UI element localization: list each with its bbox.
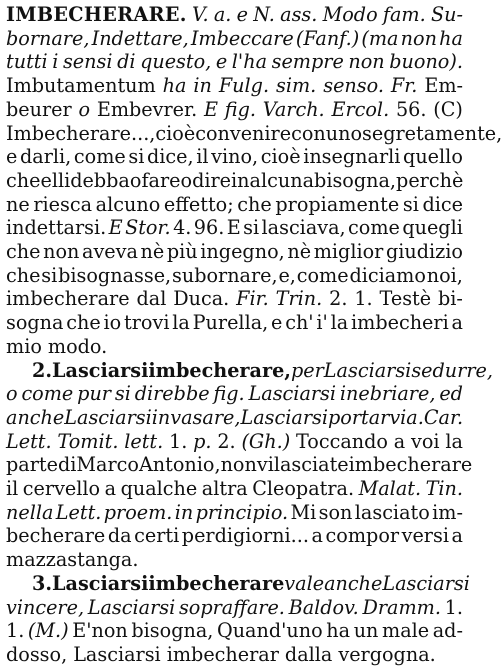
word: di [117,50,136,74]
word: imbecherare [348,453,473,477]
word: a [104,477,117,500]
word: che [6,240,41,263]
word: come [296,263,349,287]
word: vino, [211,145,259,169]
word: dalla [284,642,333,666]
text-line [6,240,463,264]
word: che [6,263,41,287]
word: Fir. [236,287,269,311]
word: Modo [322,3,378,26]
word: im- [432,500,463,524]
word: Trin. [275,287,323,311]
word: fare [141,168,181,192]
word: alcuna [249,168,315,192]
word: invasare, [151,405,241,429]
word: la [172,311,190,335]
word: nè [287,240,312,263]
word: modo. [47,334,108,358]
word: lasciava, [261,216,346,240]
word: 4. [173,216,192,240]
word: lasciate [273,453,349,477]
word: diciamo [349,263,426,287]
word: pur [77,382,111,406]
word: il [196,145,209,169]
word: come [73,145,126,169]
word: o [78,97,91,121]
word: ha [162,74,187,98]
word: Fr. [390,74,418,98]
word: per [290,358,324,382]
word: cioè [155,121,196,145]
word: Antonio, [138,453,221,477]
word: Lasciarsi [52,571,149,595]
word: non [43,240,80,263]
word: mazzastanga. [6,548,139,572]
word: perchè [396,168,464,192]
word: certi [134,524,180,548]
word: vergogna. [338,642,436,666]
word: debba [70,168,130,192]
word: sedurre, [411,358,493,382]
word: i [52,50,59,74]
word: sempre [271,50,344,74]
word: 56. [395,97,427,121]
word: anche [324,571,383,595]
word: a [451,524,463,548]
word: anche [6,405,65,429]
word: tutti [6,50,48,74]
word: perdigiorni... [181,524,309,548]
word: bisognasse, [58,263,172,287]
word: dosso, [6,642,68,666]
word: in [231,168,250,192]
word: ch' [285,311,314,335]
text-line [6,596,463,620]
word: compor [325,524,400,548]
word: 3. [32,571,53,595]
word: sogna [6,311,64,335]
word: cioè [260,145,301,169]
text-line [6,477,463,501]
word: Ercol. [331,97,390,121]
word: proem. [103,500,173,524]
text-line [6,287,463,311]
word: Fulg. [218,74,270,98]
word: Lasciarsi [382,571,470,595]
word: ingegno, [200,240,285,263]
word: questo, [140,50,212,74]
word: o [6,382,18,406]
word: la [330,311,349,335]
word: non [348,50,385,74]
word: i' [316,311,328,335]
word: versi [401,524,449,548]
word: beurer [6,97,72,121]
text-line [6,193,463,217]
text-line [6,311,463,335]
word: V. [192,3,209,26]
word: Imbeccare [190,26,294,50]
word: riesca [33,192,93,216]
word: ed [439,382,463,406]
word: il [6,477,19,500]
text-line [6,548,463,572]
word: io [103,311,122,335]
word: vincere, [6,595,85,619]
text-line [6,216,463,240]
text-line [6,335,463,359]
word: e [271,311,283,335]
word: lasciato [354,500,430,524]
word: ne [6,192,30,216]
word: a [393,429,406,453]
word: Quand'uno [216,619,323,643]
word: direbbe [134,382,210,406]
word: altra [201,477,248,500]
word: non [220,453,257,477]
word: qualche [120,477,198,500]
word: Em- [424,74,463,98]
word: N. [253,3,275,26]
word: imbecherare [6,287,130,311]
word: e [236,3,248,26]
text-line [6,169,463,193]
word: 1. [169,429,188,453]
word: male [382,619,430,643]
word: aveva [82,240,138,263]
word: a [311,524,323,548]
word: quegli [402,216,463,240]
text-line [6,406,463,430]
word: Lasciarsi [64,405,152,429]
word: E'non [72,619,128,643]
word: si [402,192,419,216]
word: elli [40,168,71,192]
word: becherare [6,524,106,548]
word: inebriare, [339,382,436,406]
word: Su- [430,3,463,26]
word: sensi [62,50,113,74]
word: Varch. [262,97,325,121]
word: sopraffare. [178,595,285,619]
word: bornare, [6,26,90,50]
word: o [129,168,142,192]
word: subornare, [171,263,278,287]
text-line [6,524,463,548]
word: (M.) [27,619,69,643]
word: più [166,240,198,263]
word: uno [325,121,363,145]
word: si [243,216,260,240]
word: propiamente [275,192,400,216]
word: si [41,263,58,287]
word: effetto; [163,192,234,216]
word: trovi [124,311,170,335]
word: giudizio [385,240,463,263]
word: voi [411,429,440,453]
word: Cleopatra. [252,477,355,500]
word: 2. [329,287,348,311]
word: vale [284,571,325,595]
word: senso. [323,74,384,98]
word: alcuno [95,192,161,216]
word: buono). [389,50,463,74]
text-line [6,619,463,643]
word: darli, [19,145,72,169]
word: Baldov. [288,595,359,619]
text-line [6,643,463,667]
word: a. [213,3,232,26]
word: da [107,524,132,548]
word: imbecheri [350,311,449,335]
word: vi [256,453,274,477]
word: e, [278,263,296,287]
text-line [6,27,463,51]
text-line [6,121,502,146]
word: fig. [213,382,245,406]
word: si [128,145,145,169]
word: Lasciarsi [323,358,412,382]
text-line [6,50,463,74]
word: fig. [224,97,256,121]
word: Lasciarsi [73,642,161,666]
word: imbecherar [166,642,279,666]
word: un [353,619,379,643]
word: parte [6,453,58,477]
text-line [6,501,463,525]
word: bisogna, [314,168,397,192]
text-line [6,453,473,477]
word: E [108,216,123,240]
word: p. [193,429,212,453]
word: convenire [195,121,292,145]
word: che [6,168,41,192]
word: portar [327,405,390,429]
word: (Gh.) [241,429,291,453]
word: ad- [432,619,463,643]
word: Purella, [192,311,269,335]
word: segretamente, [362,121,502,145]
word: Lasciarsi [240,405,328,429]
word: e [215,50,228,74]
word: Stor. [125,216,171,240]
word: come [348,216,400,240]
word: l'ha [231,50,268,74]
word: dal [136,287,167,311]
word: Tin. [425,477,463,500]
word: Duca. [173,287,230,311]
word: ha [326,619,351,643]
text-line [32,358,493,383]
word: 96. [193,216,225,240]
word: principio. [195,500,289,524]
word: Tomit. [57,429,119,453]
word: miglior [313,240,384,263]
word: 1. [354,287,373,311]
word: a [451,311,463,335]
word: Malat. [358,477,422,500]
word: (ma [361,26,399,50]
word: noi, [426,263,463,287]
word: Lett. [55,500,102,524]
word: Dramm. [362,595,441,619]
word: E [203,97,218,121]
word: Lasciarsi [248,382,337,406]
word: 1. [444,595,463,619]
text-line [6,264,463,288]
word: E [226,216,241,240]
word: dice [422,192,463,216]
text-line [6,382,463,406]
word: quello [403,145,463,169]
word: in [193,74,212,98]
word: o [180,168,193,192]
word: nè [140,240,165,263]
word: dire [192,168,232,192]
word: con [291,121,326,145]
word: non [400,26,437,50]
word: imbecherare, [148,358,291,382]
text-line [32,571,470,596]
word: nella [6,500,54,524]
word: cervello [22,477,101,500]
word: 1. [6,619,25,643]
word: Embevrer. [96,97,198,121]
word: Imbecherare..., [6,121,156,145]
word: son [318,500,353,524]
word: (C) [433,97,463,121]
word: in [174,500,194,524]
word: mio [6,334,42,358]
word: che [237,192,272,216]
word: Lasciarsi [52,358,149,382]
word: Toccando [296,429,388,453]
word: ass. [280,3,318,26]
word: IMBECHERARE. [6,3,187,26]
word: Car. [423,405,464,429]
word: Testè [379,287,432,311]
word: dice, [146,145,194,169]
word: (Fanf.) [295,26,360,50]
word: bisogna, [131,619,214,643]
word: Imbutamentum [6,74,156,98]
word: indettarsi. [6,216,107,240]
word: come [21,382,74,406]
word: di [57,453,77,477]
word: sim. [276,74,317,98]
word: fam. [382,3,426,26]
word: lett. [124,429,164,453]
word: Marco [76,453,139,477]
word: Mi [290,500,317,524]
word: ha [439,26,463,50]
word: si [114,382,131,406]
word: insegnarli [303,145,401,169]
text-line [6,98,463,122]
word: e [6,145,18,169]
text-line [6,430,463,454]
word: la [445,429,463,453]
text-line [6,74,463,98]
word: via. [389,405,424,429]
word: Lett. [6,429,52,453]
word: Lasciarsi [87,595,176,619]
word: bi- [438,287,463,311]
text-line [6,145,463,169]
word: 2. [32,358,53,382]
word: 2. [217,429,236,453]
word: Indettare, [91,26,189,50]
text-line [6,3,463,27]
word: che [66,311,101,335]
word: imbecherare [148,571,285,595]
